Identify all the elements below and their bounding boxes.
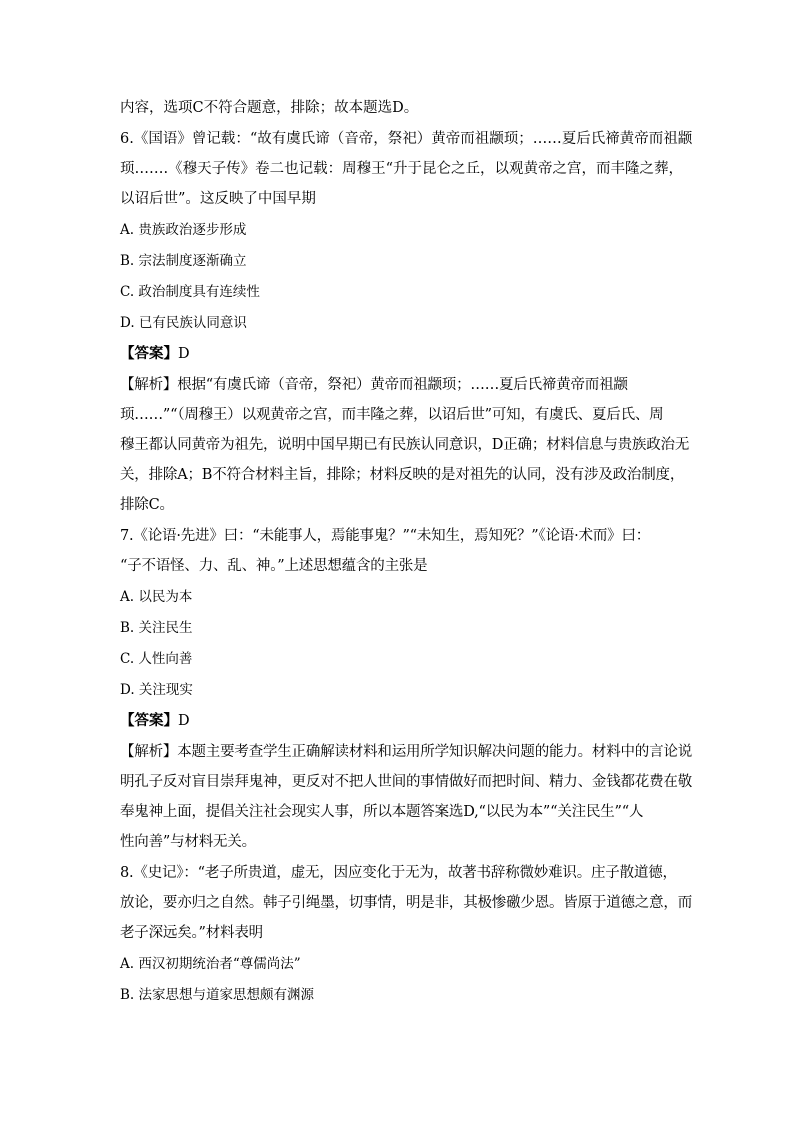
question-7-option-c: C. 人性向善	[120, 651, 193, 667]
text-line: 穆王都认同黄帝为祖先，说明中国早期已有民族认同意识，D正确；材料信息与贵族政治无	[120, 437, 690, 453]
question-6-stem	[120, 129, 693, 209]
question-7-analysis	[120, 742, 692, 852]
text-line: 8.《史记》：“老子所贵道，虚无，因应变化于无为，故著书辞称微妙难识。庄子散道德，	[120, 865, 677, 881]
text-line: 排除C。	[120, 497, 174, 513]
question-7-option-b: B. 关注民生	[120, 620, 193, 636]
question-6-option-b: B. 宗法制度逐渐确立	[120, 253, 247, 269]
question-7-option-d: D. 关注现实	[120, 682, 193, 698]
intro-paragraph	[120, 98, 680, 118]
answer-value: D	[178, 713, 190, 729]
text-line: 顼……”“（周穆王）以观黄帝之宫，而丰隆之葬，以诏后世”可知，有虞氏、夏后氏、周	[120, 407, 664, 423]
document-page	[120, 98, 693, 1016]
question-7-option-a: A. 以民为本	[120, 589, 193, 605]
question-6-option-d: D. 已有民族认同意识	[120, 315, 247, 331]
text-line: 关，排除A；B不符合材料主旨，排除；材料反映的是对祖先的认同，没有涉及政治制度，	[120, 467, 685, 483]
question-6-analysis	[120, 375, 690, 515]
question-8-stem	[120, 863, 692, 943]
question-7-stem	[120, 526, 680, 576]
text-line: 内容，选项C不符合题意，排除；故本题选D。	[120, 100, 419, 116]
text-line: 顼…….《穆天子传》卷二也记载：周穆王“升于昆仑之丘，以观黄帝之宫，而丰隆之葬，	[120, 161, 684, 177]
question-7-answer	[120, 711, 680, 731]
text-line: 奉鬼神上面，提倡关注社会现实人事，所以本题答案选D,“以民为本”“关注民生”“人	[120, 804, 644, 820]
text-line: 7.《论语·先进》曰：“未能事人，焉能事鬼？”“未知生，焉知死？”《论语·术而》曰：	[120, 528, 651, 544]
answer-label: 【答案】	[120, 712, 178, 729]
text-line: 性向善”与材料无关。	[120, 834, 256, 850]
text-line: 【解析】本题主要考查学生正确解读材料和运用所学知识解决问题的能力。材料中的言论说	[120, 744, 692, 760]
question-6-option-c: C. 政治制度具有连续性	[120, 284, 260, 300]
question-8-option-b: B. 法家思想与道家思想颇有渊源	[120, 987, 315, 1003]
question-6-option-a: A. 贵族政治逐步形成	[120, 222, 247, 238]
answer-label: 【答案】	[120, 345, 178, 362]
question-6-answer	[120, 344, 680, 364]
text-line: 【解析】根据“有虞氏谛（音帝，祭祀）黄帝而祖颛顼；……夏后氏禘黄帝而祖颛	[120, 377, 628, 393]
answer-value: D	[178, 346, 190, 362]
question-8-option-a: A. 西汉初期统治者“尊儒尚法”	[120, 956, 301, 972]
text-line: 放论，要亦归之自然。韩子引绳墨，切事情，明是非，其极惨礉少恩。皆原于道德之意，而	[120, 895, 692, 911]
text-line: 明孔子反对盲目崇拜鬼神，更反对不把人世间的事情做好而把时间、精力、金钱都花费在敬	[120, 774, 692, 790]
text-line: 6.《国语》曾记载：“故有虞氏谛（音帝，祭祀）黄帝而祖颛顼；……夏后氏禘黄帝而祖颛	[120, 131, 693, 147]
text-line: 以诏后世”。这反映了中国早期	[120, 191, 316, 207]
text-line: 老子深远矣。”材料表明	[120, 925, 263, 941]
text-line: “子不语怪、力、乱、神。”上述思想蕴含的主张是	[120, 558, 428, 574]
